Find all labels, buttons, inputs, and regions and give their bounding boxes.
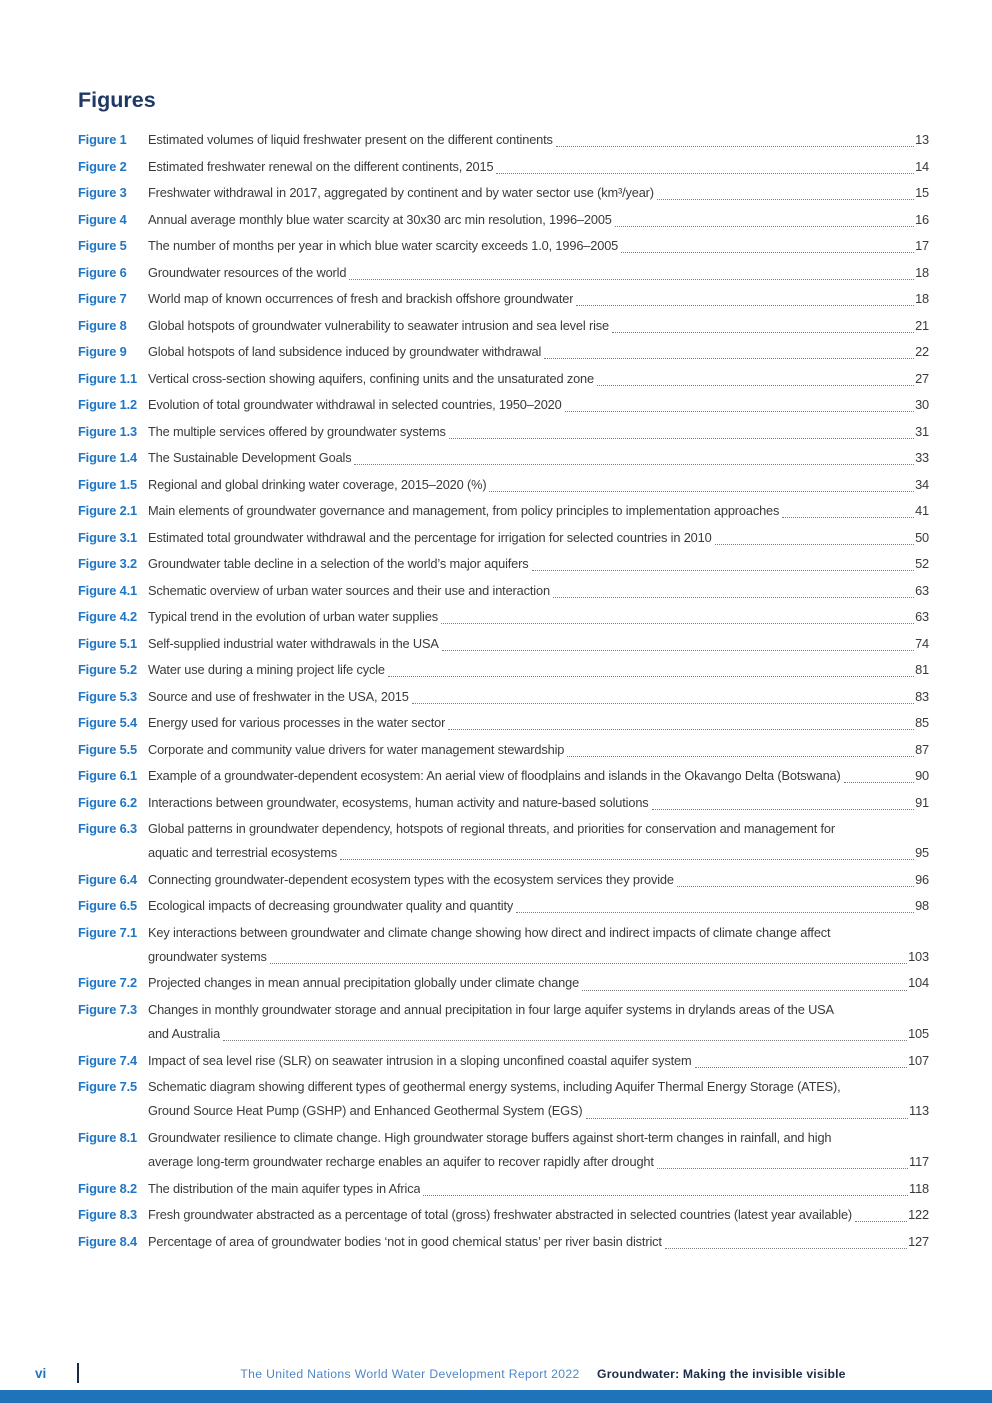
- figure-caption-last-line: [148, 499, 929, 523]
- figure-caption-text: Corporate and community value drivers for water management stewardship: [148, 741, 565, 757]
- page-title: Figures: [78, 88, 156, 112]
- toc-entry[interactable]: [78, 632, 929, 656]
- figure-label[interactable]: Figure 1.2: [78, 397, 137, 412]
- toc-entry[interactable]: [78, 155, 929, 179]
- dot-leader: [582, 971, 907, 990]
- figure-caption-text: The Sustainable Development Goals: [148, 450, 352, 465]
- figure-caption-text: Typical trend in the evolution of urban water supplies: [148, 609, 438, 624]
- figure-label[interactable]: Figure 7.2: [78, 975, 137, 991]
- dot-leader: [855, 1203, 907, 1222]
- dot-leader: [340, 841, 914, 860]
- figure-label[interactable]: Figure 6.5: [78, 898, 137, 914]
- figure-caption-text: Connecting groundwater-dependent ecosystem types with the ecosystem services they provide: [148, 871, 674, 887]
- figure-page-number: 63: [915, 582, 929, 598]
- figure-label[interactable]: Figure 1.3: [78, 423, 137, 439]
- figure-caption: [148, 420, 929, 444]
- figure-caption-text: Evolution of total groundwater withdrawal in selected countries, 1950–2020: [148, 397, 562, 412]
- dot-leader: [567, 738, 914, 757]
- figure-page-number: 17: [915, 238, 929, 253]
- figure-label[interactable]: Figure 9: [78, 344, 127, 359]
- dot-leader: [844, 764, 914, 783]
- figure-page-number: 127: [908, 1233, 929, 1249]
- figure-caption: [148, 971, 929, 995]
- toc-entry[interactable]: [78, 128, 929, 152]
- toc-entry[interactable]: [78, 579, 929, 603]
- figure-label[interactable]: Figure 6.2: [78, 794, 137, 810]
- figure-caption-last-line: [148, 1177, 929, 1201]
- toc-entry[interactable]: [78, 234, 929, 258]
- dot-leader: [782, 499, 914, 518]
- figure-caption-last-line: [148, 685, 929, 709]
- dot-leader: [448, 711, 914, 730]
- figure-caption: [148, 1049, 929, 1073]
- toc-entry[interactable]: [78, 552, 929, 576]
- figure-caption: [148, 1230, 929, 1254]
- figure-caption: [148, 393, 929, 417]
- figure-page-number: 33: [915, 450, 929, 465]
- footer: [47, 1367, 992, 1381]
- figure-caption-last-line: [148, 340, 929, 364]
- figure-page-number: 13: [915, 132, 929, 147]
- figure-caption-last-line: [148, 314, 929, 338]
- figure-caption-last-line: [148, 738, 929, 762]
- figure-caption: [148, 314, 929, 338]
- figure-caption: [148, 1177, 929, 1201]
- figure-caption: [148, 738, 929, 762]
- figure-caption-text: Global hotspots of groundwater vulnerability to seawater intrusion and sea level rise: [148, 317, 609, 333]
- dot-leader: [270, 945, 907, 964]
- figure-caption-last-line: [148, 579, 929, 603]
- figure-caption: [148, 894, 929, 918]
- figure-caption-last-line: [148, 1150, 929, 1174]
- figure-caption-last-line: [148, 181, 929, 205]
- figure-label[interactable]: Figure 5.5: [78, 741, 137, 757]
- figure-caption-last-line: [148, 894, 929, 918]
- toc-entry[interactable]: [78, 446, 929, 470]
- figure-label[interactable]: Figure 7: [78, 291, 127, 306]
- figure-caption-text: Vertical cross-section showing aquifers, confining units and the unsaturated zone: [148, 370, 594, 386]
- figure-caption-last-line: [148, 446, 929, 470]
- figure-page-number: 87: [915, 741, 929, 757]
- figure-caption: [148, 287, 929, 311]
- figure-label[interactable]: Figure 2.1: [78, 503, 137, 518]
- figure-caption: [148, 658, 929, 682]
- figure-caption: [148, 817, 929, 865]
- figure-page-number: 91: [915, 794, 929, 810]
- toc-entry[interactable]: [78, 420, 929, 444]
- toc-entry[interactable]: [78, 393, 929, 417]
- figure-caption-text: Estimated total groundwater withdrawal and the percentage for irrigation for selected countries in 2010: [148, 529, 712, 545]
- figure-caption: [148, 181, 929, 205]
- figure-page-number: 117: [909, 1154, 929, 1170]
- figure-caption: [148, 1203, 929, 1227]
- figure-label[interactable]: Figure 7.1: [78, 924, 137, 940]
- dot-leader: [565, 393, 914, 412]
- dot-leader: [223, 1022, 907, 1041]
- figure-caption-last-line: [148, 287, 929, 311]
- figure-page-number: 118: [909, 1180, 929, 1196]
- dot-leader: [553, 579, 914, 598]
- dot-leader: [423, 1177, 908, 1196]
- dot-leader: [544, 340, 914, 359]
- dot-leader: [715, 526, 914, 545]
- figure-caption-text: Impact of sea level rise (SLR) on seawater intrusion in a sloping unconfined coastal aquifer system: [148, 1052, 692, 1068]
- figure-caption: [148, 998, 929, 1046]
- figure-page-number: 14: [915, 158, 929, 174]
- figure-page-number: 85: [915, 715, 929, 730]
- figure-label[interactable]: Figure 5: [78, 238, 127, 253]
- dot-leader: [612, 314, 914, 333]
- figure-caption-last-line: [148, 261, 929, 285]
- figure-page-number: 81: [915, 662, 929, 677]
- figure-page-number: 52: [915, 556, 929, 571]
- figure-page-number: 113: [909, 1103, 929, 1119]
- dot-leader: [677, 868, 914, 887]
- figure-label[interactable]: Figure 8.1: [78, 1129, 137, 1145]
- dot-leader: [354, 446, 914, 465]
- toc-entry[interactable]: [78, 1203, 929, 1227]
- figure-page-number: 31: [915, 423, 929, 439]
- figure-label[interactable]: Figure 8.4: [78, 1233, 137, 1249]
- figure-page-number: 16: [915, 211, 929, 227]
- figure-page-number: 90: [915, 768, 929, 783]
- figure-caption-text: Interactions between groundwater, ecosystems, human activity and nature-based solutions: [148, 794, 649, 810]
- toc-entry[interactable]: [78, 868, 929, 892]
- bottom-accent-bar: [0, 1390, 992, 1403]
- figure-label[interactable]: Figure 6.1: [78, 768, 137, 783]
- figure-caption-last-line: [148, 764, 929, 788]
- figure-label[interactable]: Figure 5.4: [78, 715, 137, 730]
- figure-caption-text: Projected changes in mean annual precipitation globally under climate change: [148, 975, 580, 991]
- toc-entry[interactable]: [78, 921, 929, 969]
- dot-leader: [586, 1099, 909, 1118]
- figure-caption-text: Regional and global drinking water coverage, 2015–2020 (%): [148, 476, 487, 492]
- toc-entry[interactable]: [78, 1177, 929, 1201]
- toc-entry[interactable]: [78, 208, 929, 232]
- figure-page-number: 22: [915, 344, 929, 359]
- dot-leader: [441, 605, 914, 624]
- figure-caption-last-line: [148, 155, 929, 179]
- figure-caption-last-line: [148, 791, 929, 815]
- dot-leader: [412, 685, 914, 704]
- figure-page-number: 18: [915, 291, 929, 306]
- figure-caption-last-line: [148, 1099, 929, 1123]
- figure-caption: [148, 128, 929, 152]
- toc-entry[interactable]: [78, 314, 929, 338]
- figure-caption: [148, 526, 929, 550]
- figure-caption-last-line: [148, 971, 929, 995]
- figure-page-number: 104: [908, 975, 929, 991]
- figure-caption-last-line: [148, 1022, 929, 1046]
- figure-caption: [148, 579, 929, 603]
- figure-label[interactable]: Figure 3: [78, 185, 127, 200]
- figure-caption-last-line: [148, 658, 929, 682]
- figure-caption: [148, 764, 929, 788]
- dot-leader: [615, 208, 914, 227]
- figure-page-number: 96: [915, 871, 929, 887]
- figure-label[interactable]: Figure 8: [78, 317, 127, 333]
- figure-caption: [148, 261, 929, 285]
- figure-label[interactable]: Figure 7.5: [78, 1079, 137, 1095]
- figure-page-number: 21: [915, 317, 929, 333]
- toc-entry[interactable]: [78, 340, 929, 364]
- figure-caption-line: Schematic diagram showing different types of geothermal energy systems, including Aquifer Thermal Energy Storage (ATES),: [148, 1079, 841, 1095]
- figure-caption-text: Groundwater resources of the world: [148, 264, 347, 280]
- figure-caption-last-line: [148, 605, 929, 629]
- figure-caption: [148, 711, 929, 735]
- figure-page-number: 74: [915, 635, 929, 651]
- dot-leader: [532, 552, 915, 571]
- figure-caption-last-line: [148, 711, 929, 735]
- figure-page-number: 34: [915, 476, 929, 492]
- dot-leader: [442, 632, 914, 651]
- figure-caption-text: Fresh groundwater abstracted as a percentage of total (gross) freshwater abstracted in selected countries (latest year available): [148, 1207, 853, 1223]
- figure-label[interactable]: Figure 5.2: [78, 662, 137, 677]
- figure-caption-text: Source and use of freshwater in the USA, 2015: [148, 688, 409, 704]
- figure-label[interactable]: Figure 4.1: [78, 582, 137, 598]
- figure-label[interactable]: Figure 1: [78, 132, 127, 147]
- toc-entry[interactable]: [78, 1075, 929, 1123]
- figure-caption-line: Changes in monthly groundwater storage and annual precipitation in four large aquifer systems in drylands areas of the USA: [148, 1001, 834, 1017]
- dot-leader: [496, 155, 914, 174]
- toc-entry[interactable]: [78, 473, 929, 497]
- toc-entry[interactable]: [78, 526, 929, 550]
- dot-leader: [388, 658, 914, 677]
- figure-label[interactable]: Figure 3.2: [78, 556, 137, 571]
- figure-caption-last-line: [148, 632, 929, 656]
- figure-caption-last-line: [148, 208, 929, 232]
- figure-caption-text: Annual average monthly blue water scarcity at 30x30 arc min resolution, 1996–2005: [148, 211, 612, 227]
- figure-label[interactable]: Figure 8.2: [78, 1180, 137, 1196]
- figure-page-number: 63: [915, 609, 929, 624]
- figure-label[interactable]: Figure 4.2: [78, 609, 137, 624]
- figure-caption: [148, 921, 929, 969]
- figure-caption-text: Percentage of area of groundwater bodies ‘not in good chemical status’ per river basin district: [148, 1233, 662, 1249]
- figure-label[interactable]: Figure 7.3: [78, 1001, 137, 1017]
- dot-leader: [576, 287, 914, 306]
- figure-page-number: 105: [908, 1026, 929, 1042]
- figure-caption: [148, 499, 929, 523]
- figure-caption-last-line: [148, 945, 929, 969]
- dot-leader: [556, 128, 914, 147]
- dot-leader: [657, 1150, 908, 1169]
- figure-caption: [148, 552, 929, 576]
- figure-caption-text: Ecological impacts of decreasing groundwater quality and quantity: [148, 898, 514, 914]
- figure-caption: [148, 685, 929, 709]
- figure-caption-last-line: [148, 1230, 929, 1254]
- figure-caption-last-line: [148, 552, 929, 576]
- toc-entry[interactable]: [78, 817, 929, 865]
- figure-caption: [148, 868, 929, 892]
- figure-caption-text: The multiple services offered by groundwater systems: [148, 423, 446, 439]
- figure-caption: [148, 791, 929, 815]
- figure-label[interactable]: Figure 7.4: [78, 1052, 137, 1068]
- figure-caption-text: and Australia: [148, 1026, 221, 1042]
- figure-label[interactable]: Figure 1.4: [78, 450, 137, 465]
- figure-caption-last-line: [148, 841, 929, 865]
- figure-caption-last-line: [148, 234, 929, 258]
- toc-entry[interactable]: [78, 181, 929, 205]
- figure-caption-text: Estimated volumes of liquid freshwater present on the different continents: [148, 132, 553, 147]
- toc-entry[interactable]: [78, 499, 929, 523]
- figure-label[interactable]: Figure 6.4: [78, 871, 137, 887]
- figure-caption-text: Groundwater table decline in a selection of the world’s major aquifers: [148, 556, 529, 571]
- toc-entry[interactable]: [78, 261, 929, 285]
- toc-entry[interactable]: [78, 605, 929, 629]
- toc-entry[interactable]: [78, 1126, 929, 1174]
- figure-page-number: 95: [915, 845, 929, 861]
- figure-page-number: 41: [915, 503, 929, 518]
- dot-leader: [597, 367, 914, 386]
- figure-caption-last-line: [148, 1049, 929, 1073]
- figure-caption: [148, 1075, 929, 1123]
- toc-entry[interactable]: [78, 1230, 929, 1254]
- dot-leader: [652, 791, 915, 810]
- figure-caption-text: Main elements of groundwater governance and management, from policy principles to implementation approaches: [148, 503, 780, 518]
- toc-entry[interactable]: [78, 998, 929, 1046]
- figure-page-number: 103: [908, 948, 929, 964]
- figure-caption-last-line: [148, 367, 929, 391]
- toc-entry[interactable]: [78, 685, 929, 709]
- toc-entry[interactable]: [78, 971, 929, 995]
- figure-caption: [148, 234, 929, 258]
- figure-caption-text: The distribution of the main aquifer types in Africa: [148, 1180, 421, 1196]
- dot-leader: [516, 894, 914, 913]
- figure-label[interactable]: Figure 6.3: [78, 821, 137, 836]
- figure-label[interactable]: Figure 4: [78, 211, 127, 227]
- figure-label[interactable]: Figure 2: [78, 158, 127, 174]
- figure-caption-last-line: [148, 473, 929, 497]
- figure-caption-text: Schematic overview of urban water sources and their use and interaction: [148, 582, 550, 598]
- figure-caption-last-line: [148, 420, 929, 444]
- dot-leader: [449, 420, 914, 439]
- figure-caption-line: Key interactions between groundwater and climate change showing how direct and indirect impacts of climate change affect: [148, 924, 831, 940]
- figure-caption: [148, 208, 929, 232]
- figure-page-number: 122: [908, 1207, 929, 1223]
- dot-leader: [489, 473, 914, 492]
- figure-caption: [148, 446, 929, 470]
- dot-leader: [657, 181, 914, 200]
- figure-caption-text: Freshwater withdrawal in 2017, aggregated by continent and by water sector use (km³/year): [148, 185, 654, 200]
- figure-caption-text: Ground Source Heat Pump (GSHP) and Enhanced Geothermal System (EGS): [148, 1103, 583, 1119]
- figure-caption-text: Water use during a mining project life cycle: [148, 662, 385, 677]
- figure-page-number: 107: [908, 1052, 929, 1068]
- figure-caption-text: average long-term groundwater recharge enables an aquifer to recover rapidly after drought: [148, 1154, 654, 1170]
- figure-caption-line: Global patterns in groundwater dependency, hotspots of regional threats, and priorities for conservation and management for: [148, 821, 835, 836]
- figure-caption-text: Estimated freshwater renewal on the different continents, 2015: [148, 158, 494, 174]
- figure-caption-text: Self-supplied industrial water withdrawals in the USA: [148, 635, 439, 651]
- figure-page-number: 30: [915, 397, 929, 412]
- dot-leader: [621, 234, 914, 253]
- figure-label[interactable]: Figure 1.1: [78, 370, 137, 386]
- figure-page-number: 27: [915, 370, 929, 386]
- figure-caption-text: groundwater systems: [148, 948, 267, 964]
- figure-caption: [148, 605, 929, 629]
- toc-entry[interactable]: [78, 894, 929, 918]
- toc-entry[interactable]: [78, 1049, 929, 1073]
- toc-entry[interactable]: [78, 658, 929, 682]
- figure-caption-text: aquatic and terrestrial ecosystems: [148, 845, 338, 861]
- figure-caption-last-line: [148, 128, 929, 152]
- figure-caption: [148, 473, 929, 497]
- dot-leader: [349, 261, 914, 280]
- toc-entry[interactable]: [78, 764, 929, 788]
- toc-entry[interactable]: [78, 367, 929, 391]
- toc-entry[interactable]: [78, 287, 929, 311]
- figure-caption: [148, 1126, 929, 1174]
- figure-page-number: 83: [915, 688, 929, 704]
- figure-caption-text: Example of a groundwater-dependent ecosystem: An aerial view of floodplains and islands in the Okavango Delta (Botswana): [148, 768, 841, 783]
- figure-caption-last-line: [148, 868, 929, 892]
- figure-label[interactable]: Figure 6: [78, 264, 127, 280]
- figure-page-number: 18: [915, 264, 929, 280]
- figure-caption: [148, 340, 929, 364]
- figure-label[interactable]: Figure 3.1: [78, 529, 137, 545]
- figure-page-number: 98: [915, 898, 929, 914]
- figure-caption-last-line: [148, 526, 929, 550]
- figure-caption-text: The number of months per year in which blue water scarcity exceeds 1.0, 1996–2005: [148, 238, 619, 253]
- figure-label[interactable]: Figure 8.3: [78, 1207, 137, 1223]
- figure-caption: [148, 632, 929, 656]
- figure-label[interactable]: Figure 5.1: [78, 635, 137, 651]
- figure-caption-text: World map of known occurrences of fresh and brackish offshore groundwater: [148, 291, 574, 306]
- figure-caption: [148, 155, 929, 179]
- dot-leader: [695, 1049, 908, 1068]
- figure-label[interactable]: Figure 5.3: [78, 688, 137, 704]
- figure-page-number: 50: [915, 529, 929, 545]
- figure-page-number: 15: [915, 185, 929, 200]
- figures-list: [78, 128, 929, 1254]
- footer-report-subtitle: Groundwater: Making the invisible visible: [597, 1367, 846, 1381]
- toc-entry[interactable]: [78, 738, 929, 762]
- figure-caption-line: Groundwater resilience to climate change. High groundwater storage buffers against short-term changes in rainfall, and high: [148, 1129, 832, 1145]
- figure-caption-text: Energy used for various processes in the water sector: [148, 715, 446, 730]
- dot-leader: [665, 1230, 907, 1249]
- figure-caption-last-line: [148, 393, 929, 417]
- figure-caption: [148, 367, 929, 391]
- figure-caption-text: Global hotspots of land subsidence induced by groundwater withdrawal: [148, 344, 542, 359]
- footer-page-number: vi: [35, 1366, 47, 1381]
- toc-entry[interactable]: [78, 711, 929, 735]
- footer-report-title: The United Nations World Water Development Report 2022: [240, 1367, 580, 1381]
- figure-label[interactable]: Figure 1.5: [78, 476, 137, 492]
- figure-caption-last-line: [148, 1203, 929, 1227]
- toc-entry[interactable]: [78, 791, 929, 815]
